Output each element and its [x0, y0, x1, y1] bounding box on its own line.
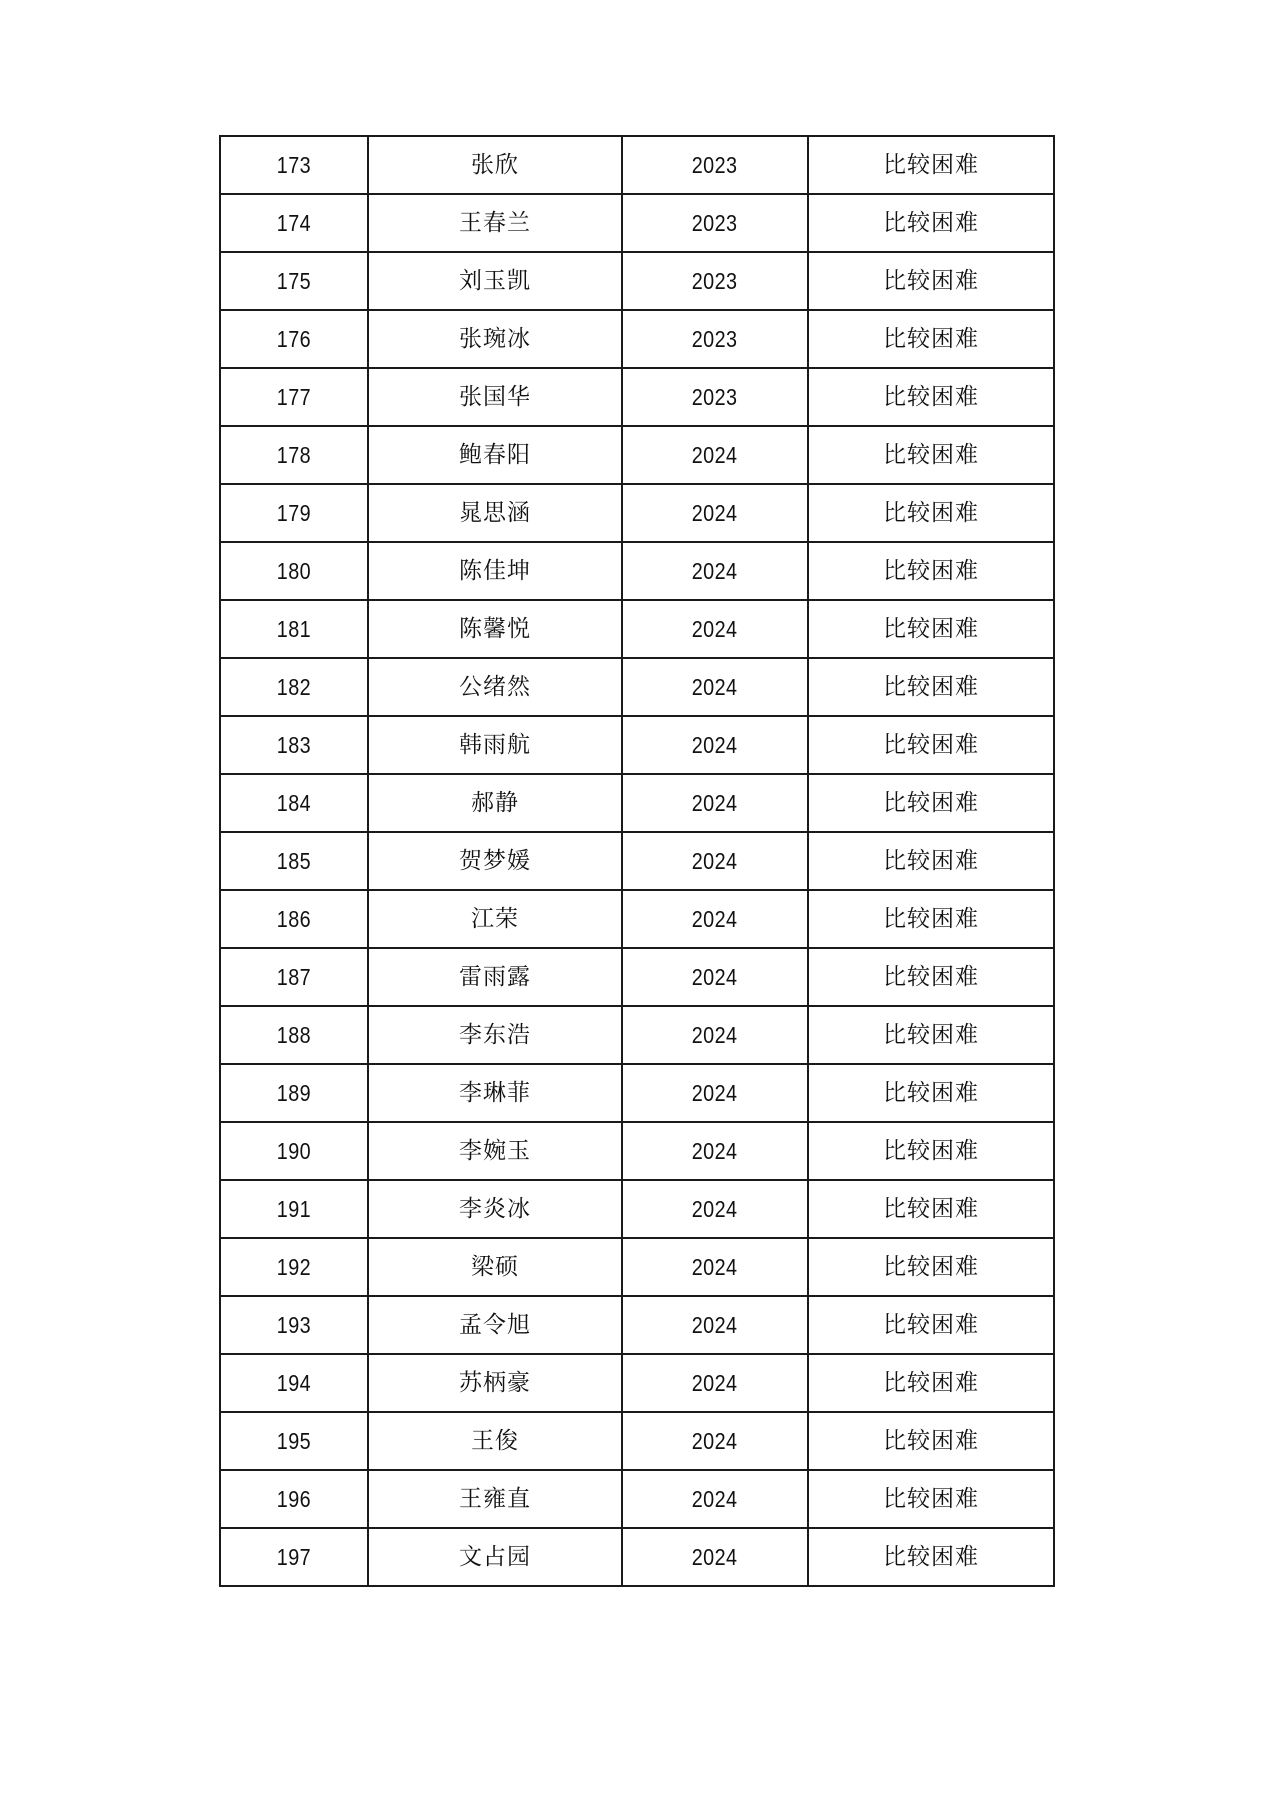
difficulty-level: 比较困难 [883, 557, 979, 584]
student-name-cell [368, 1470, 622, 1528]
difficulty-level-cell [808, 1006, 1054, 1064]
difficulty-level: 比较困难 [883, 1253, 979, 1280]
row-number-cell [220, 484, 368, 542]
row-number: 188 [276, 1021, 312, 1048]
difficulty-level-cell [808, 1470, 1054, 1528]
student-name-cell [368, 1528, 622, 1586]
difficulty-level: 比较困难 [883, 499, 979, 526]
row-number: 175 [276, 267, 312, 294]
row-number: 178 [276, 441, 312, 468]
enrollment-year-cell [622, 1006, 808, 1064]
student-name: 韩雨航 [459, 731, 531, 758]
row-number: 194 [276, 1369, 312, 1396]
enrollment-year: 2024 [692, 1079, 738, 1106]
enrollment-year: 2024 [692, 673, 738, 700]
student-name: 陈馨悦 [459, 615, 531, 642]
row-number-cell [220, 774, 368, 832]
table-row [220, 1006, 1054, 1064]
student-name: 王俊 [471, 1427, 519, 1454]
row-number-cell [220, 1180, 368, 1238]
row-number-cell [220, 1238, 368, 1296]
table-row [220, 832, 1054, 890]
row-number: 182 [276, 673, 312, 700]
table-row [220, 1238, 1054, 1296]
enrollment-year: 2023 [692, 383, 738, 410]
enrollment-year-cell [622, 600, 808, 658]
row-number: 197 [276, 1543, 312, 1570]
difficulty-level: 比较困难 [883, 1021, 979, 1048]
student-table [219, 135, 1055, 1587]
enrollment-year-cell [622, 542, 808, 600]
enrollment-year: 2023 [692, 209, 738, 236]
student-name-cell [368, 310, 622, 368]
student-name: 陈佳坤 [459, 557, 531, 584]
student-name-cell [368, 1412, 622, 1470]
difficulty-level-cell [808, 194, 1054, 252]
difficulty-level-cell [808, 1296, 1054, 1354]
row-number: 179 [276, 499, 312, 526]
row-number: 181 [276, 615, 312, 642]
row-number-cell [220, 368, 368, 426]
enrollment-year: 2023 [692, 325, 738, 352]
student-name: 李婉玉 [459, 1137, 531, 1164]
student-name: 鲍春阳 [459, 441, 531, 468]
difficulty-level: 比较困难 [883, 847, 979, 874]
row-number-cell [220, 890, 368, 948]
difficulty-level: 比较困难 [883, 789, 979, 816]
enrollment-year-cell [622, 1296, 808, 1354]
difficulty-level-cell [808, 890, 1054, 948]
row-number: 174 [276, 209, 312, 236]
enrollment-year-cell [622, 252, 808, 310]
row-number: 195 [276, 1427, 312, 1454]
difficulty-level-cell [808, 484, 1054, 542]
row-number: 184 [276, 789, 312, 816]
enrollment-year-cell [622, 716, 808, 774]
row-number-cell [220, 1296, 368, 1354]
enrollment-year-cell [622, 1528, 808, 1586]
difficulty-level-cell [808, 716, 1054, 774]
enrollment-year-cell [622, 1122, 808, 1180]
enrollment-year: 2024 [692, 789, 738, 816]
table-body [220, 136, 1054, 1586]
row-number: 185 [276, 847, 312, 874]
enrollment-year: 2024 [692, 1543, 738, 1570]
row-number: 183 [276, 731, 312, 758]
enrollment-year: 2024 [692, 1195, 738, 1222]
enrollment-year: 2023 [692, 151, 738, 178]
row-number-cell [220, 658, 368, 716]
enrollment-year: 2024 [692, 731, 738, 758]
row-number-cell [220, 1064, 368, 1122]
enrollment-year-cell [622, 832, 808, 890]
student-name-cell [368, 1296, 622, 1354]
student-name-cell [368, 542, 622, 600]
row-number-cell [220, 716, 368, 774]
enrollment-year-cell [622, 310, 808, 368]
student-name-cell [368, 252, 622, 310]
row-number-cell [220, 1006, 368, 1064]
row-number: 191 [276, 1195, 312, 1222]
difficulty-level-cell [808, 252, 1054, 310]
enrollment-year: 2024 [692, 557, 738, 584]
enrollment-year-cell [622, 1180, 808, 1238]
difficulty-level-cell [808, 1528, 1054, 1586]
row-number-cell [220, 252, 368, 310]
enrollment-year-cell [622, 1064, 808, 1122]
difficulty-level: 比较困难 [883, 615, 979, 642]
student-name-cell [368, 194, 622, 252]
enrollment-year: 2023 [692, 267, 738, 294]
row-number: 192 [276, 1253, 312, 1280]
difficulty-level: 比较困难 [883, 383, 979, 410]
table-row [220, 600, 1054, 658]
student-name-cell [368, 600, 622, 658]
difficulty-level: 比较困难 [883, 1195, 979, 1222]
difficulty-level: 比较困难 [883, 1543, 979, 1570]
student-name: 江荣 [471, 905, 519, 932]
row-number: 196 [276, 1485, 312, 1512]
row-number: 180 [276, 557, 312, 584]
enrollment-year: 2024 [692, 441, 738, 468]
student-name-cell [368, 890, 622, 948]
student-name: 李东浩 [459, 1021, 531, 1048]
table-row [220, 658, 1054, 716]
student-name-cell [368, 368, 622, 426]
enrollment-year-cell [622, 948, 808, 1006]
student-name: 刘玉凯 [459, 267, 531, 294]
row-number-cell [220, 832, 368, 890]
row-number: 189 [276, 1079, 312, 1106]
enrollment-year-cell [622, 890, 808, 948]
student-name: 张欣 [471, 151, 519, 178]
enrollment-year: 2024 [692, 1369, 738, 1396]
student-name-cell [368, 1180, 622, 1238]
table-row [220, 948, 1054, 1006]
difficulty-level-cell [808, 542, 1054, 600]
table-row [220, 194, 1054, 252]
row-number-cell [220, 542, 368, 600]
enrollment-year: 2024 [692, 499, 738, 526]
enrollment-year: 2024 [692, 847, 738, 874]
row-number-cell [220, 1122, 368, 1180]
table-row [220, 1528, 1054, 1586]
table-row [220, 1354, 1054, 1412]
row-number-cell [220, 194, 368, 252]
enrollment-year-cell [622, 1412, 808, 1470]
table-row [220, 1180, 1054, 1238]
difficulty-level: 比较困难 [883, 731, 979, 758]
student-name: 李炎冰 [459, 1195, 531, 1222]
row-number: 193 [276, 1311, 312, 1338]
difficulty-level-cell [808, 832, 1054, 890]
student-name-cell [368, 1006, 622, 1064]
row-number-cell [220, 136, 368, 194]
enrollment-year: 2024 [692, 1427, 738, 1454]
student-name: 李琳菲 [459, 1079, 531, 1106]
student-name: 晁思涵 [459, 499, 531, 526]
student-name-cell [368, 948, 622, 1006]
enrollment-year-cell [622, 774, 808, 832]
difficulty-level: 比较困难 [883, 209, 979, 236]
enrollment-year-cell [622, 658, 808, 716]
difficulty-level-cell [808, 1354, 1054, 1412]
table-row [220, 1064, 1054, 1122]
difficulty-level: 比较困难 [883, 1079, 979, 1106]
difficulty-level: 比较困难 [883, 267, 979, 294]
student-name: 文占园 [459, 1543, 531, 1570]
row-number-cell [220, 1470, 368, 1528]
difficulty-level-cell [808, 774, 1054, 832]
difficulty-level-cell [808, 368, 1054, 426]
student-name-cell [368, 716, 622, 774]
enrollment-year: 2024 [692, 1311, 738, 1338]
enrollment-year-cell [622, 1238, 808, 1296]
difficulty-level-cell [808, 948, 1054, 1006]
student-name-cell [368, 1238, 622, 1296]
difficulty-level-cell [808, 1064, 1054, 1122]
enrollment-year-cell [622, 1470, 808, 1528]
row-number-cell [220, 426, 368, 484]
difficulty-level: 比较困难 [883, 1311, 979, 1338]
row-number-cell [220, 1528, 368, 1586]
student-name-cell [368, 484, 622, 542]
student-name: 张琬冰 [459, 325, 531, 352]
difficulty-level: 比较困难 [883, 151, 979, 178]
difficulty-level-cell [808, 600, 1054, 658]
enrollment-year: 2024 [692, 963, 738, 990]
student-name: 梁硕 [471, 1253, 519, 1280]
difficulty-level: 比较困难 [883, 905, 979, 932]
row-number-cell [220, 948, 368, 1006]
student-name: 公绪然 [459, 673, 531, 700]
row-number: 176 [276, 325, 312, 352]
student-name-cell [368, 774, 622, 832]
table-row [220, 716, 1054, 774]
table-row [220, 1412, 1054, 1470]
student-name-cell [368, 1122, 622, 1180]
difficulty-level-cell [808, 1122, 1054, 1180]
difficulty-level: 比较困难 [883, 673, 979, 700]
difficulty-level: 比较困难 [883, 1485, 979, 1512]
enrollment-year: 2024 [692, 615, 738, 642]
row-number: 187 [276, 963, 312, 990]
difficulty-level: 比较困难 [883, 1427, 979, 1454]
student-name-cell [368, 832, 622, 890]
table-row [220, 368, 1054, 426]
row-number-cell [220, 310, 368, 368]
row-number: 190 [276, 1137, 312, 1164]
enrollment-year: 2024 [692, 1021, 738, 1048]
table-row [220, 1470, 1054, 1528]
enrollment-year-cell [622, 1354, 808, 1412]
student-name-cell [368, 426, 622, 484]
table-row [220, 426, 1054, 484]
enrollment-year: 2024 [692, 905, 738, 932]
enrollment-year-cell [622, 368, 808, 426]
difficulty-level: 比较困难 [883, 963, 979, 990]
student-name: 王春兰 [459, 209, 531, 236]
student-name: 苏柄豪 [459, 1369, 531, 1396]
student-name: 郝静 [471, 789, 519, 816]
difficulty-level: 比较困难 [883, 325, 979, 352]
row-number: 186 [276, 905, 312, 932]
enrollment-year-cell [622, 484, 808, 542]
row-number-cell [220, 600, 368, 658]
row-number-cell [220, 1412, 368, 1470]
student-name: 雷雨露 [459, 963, 531, 990]
row-number: 177 [276, 383, 312, 410]
student-name: 张国华 [459, 383, 531, 410]
table-row [220, 890, 1054, 948]
difficulty-level-cell [808, 136, 1054, 194]
difficulty-level-cell [808, 658, 1054, 716]
student-name-cell [368, 136, 622, 194]
student-name: 王雍直 [459, 1485, 531, 1512]
student-name-cell [368, 1354, 622, 1412]
enrollment-year: 2024 [692, 1485, 738, 1512]
difficulty-level-cell [808, 1180, 1054, 1238]
row-number: 173 [276, 151, 312, 178]
table-row [220, 1122, 1054, 1180]
difficulty-level-cell [808, 310, 1054, 368]
difficulty-level: 比较困难 [883, 441, 979, 468]
difficulty-level-cell [808, 426, 1054, 484]
student-name-cell [368, 1064, 622, 1122]
table-row [220, 774, 1054, 832]
enrollment-year: 2024 [692, 1137, 738, 1164]
difficulty-level-cell [808, 1238, 1054, 1296]
enrollment-year-cell [622, 426, 808, 484]
student-name: 贺梦媛 [459, 847, 531, 874]
table-row [220, 542, 1054, 600]
student-name: 孟令旭 [459, 1311, 531, 1338]
difficulty-level: 比较困难 [883, 1369, 979, 1396]
difficulty-level-cell [808, 1412, 1054, 1470]
table-row [220, 136, 1054, 194]
table-row [220, 310, 1054, 368]
table-row [220, 1296, 1054, 1354]
student-name-cell [368, 658, 622, 716]
enrollment-year: 2024 [692, 1253, 738, 1280]
enrollment-year-cell [622, 136, 808, 194]
table-row [220, 484, 1054, 542]
difficulty-level: 比较困难 [883, 1137, 979, 1164]
row-number-cell [220, 1354, 368, 1412]
enrollment-year-cell [622, 194, 808, 252]
table-row [220, 252, 1054, 310]
